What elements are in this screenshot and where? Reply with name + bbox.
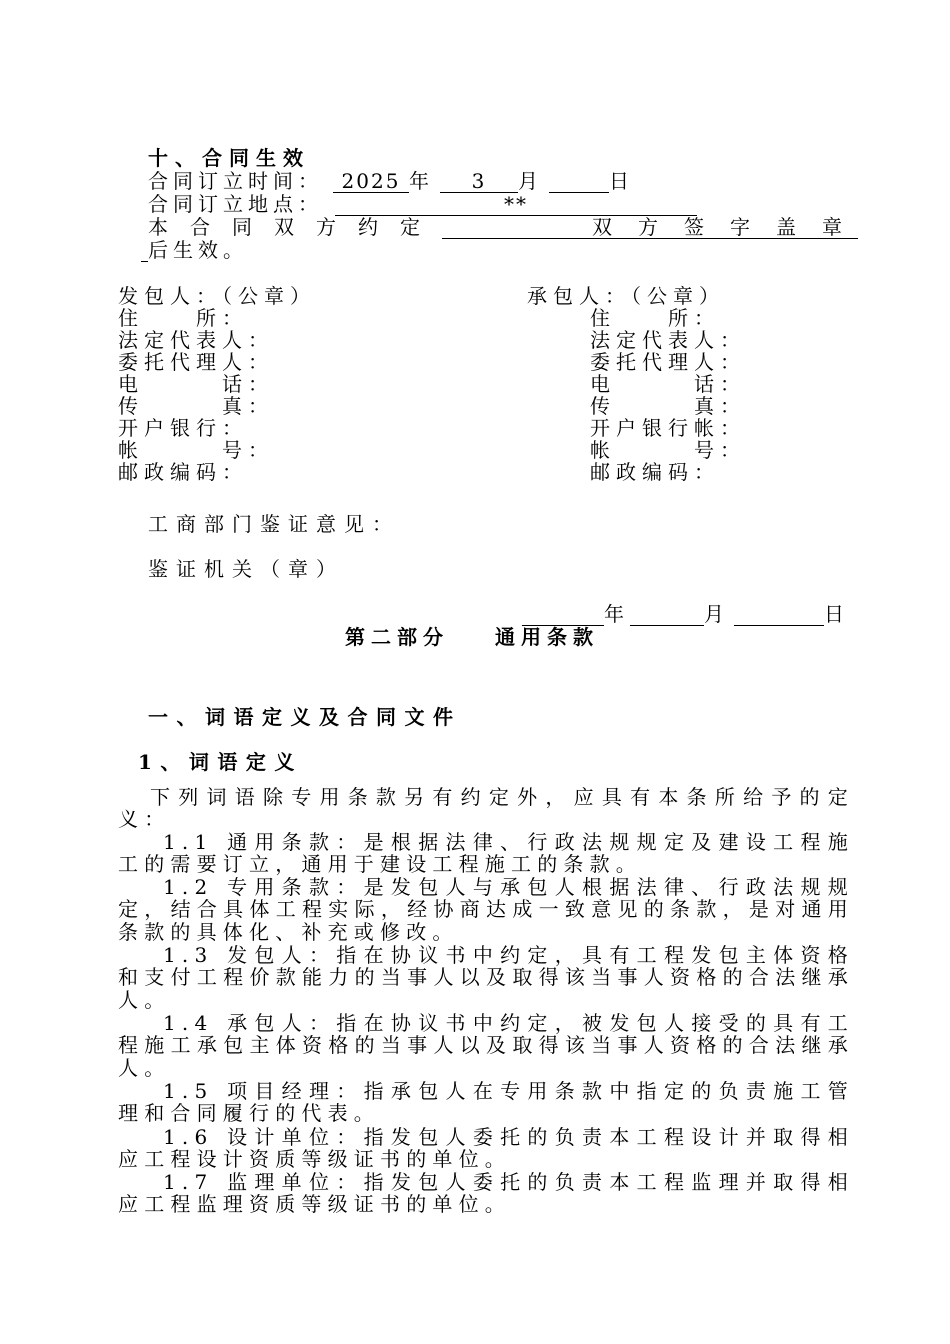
part2-title-a: 第二部分 <box>345 625 449 649</box>
definition-item: 1.7 监理单位：指发包人委托的负责本工程监理并取得相应工程监理资质等级证书的单位。 <box>118 1170 854 1217</box>
contractor-legal-rep: 法定代表人： <box>590 328 746 352</box>
employer-fax: 传 真： <box>118 394 274 418</box>
definition-item: 1.3 发包人：指在协议书中约定，具有工程发包主体资格和支付工程价款能力的当事人以及取得该当事人资格的合法继承人。 <box>118 943 854 1012</box>
verification-opinion: 工商部门鉴证意见： <box>148 512 400 536</box>
verification-day-field <box>734 603 824 626</box>
employer-phone: 电 话： <box>118 372 274 396</box>
contractor-address: 住 所： <box>590 306 720 330</box>
employer-column <box>118 285 316 483</box>
verification-date-line <box>522 603 844 626</box>
employer-account: 帐 号： <box>118 438 274 462</box>
effect-prefix: 本合同双方约定 <box>148 215 442 239</box>
contractor-account: 帐 号： <box>590 438 746 462</box>
employer-postcode: 邮政编码： <box>118 460 248 484</box>
employer-address: 住 所： <box>118 306 248 330</box>
employer-agent: 委托代理人： <box>118 350 274 374</box>
effect-tail: 后生效。 <box>141 239 248 262</box>
definition-item: 1.6 设计单位：指发包人委托的负责本工程设计并取得相应工程设计资质等级证书的单位。 <box>118 1125 854 1172</box>
year-unit: 年 <box>409 169 434 193</box>
contractor-bank: 开户银行帐： <box>590 416 746 440</box>
contractor-postcode: 邮政编码： <box>590 460 720 484</box>
month-field: 3 <box>440 170 518 193</box>
part2-title <box>345 626 599 648</box>
verification-day-unit: 日 <box>824 602 844 626</box>
contractor-phone: 电 话： <box>590 372 746 396</box>
verification-year-unit: 年 <box>604 602 624 626</box>
effect-clause-line <box>148 216 874 239</box>
day-field <box>549 170 609 193</box>
effect-blank <box>442 216 592 239</box>
year-field: 2025 <box>333 170 409 193</box>
verification-authority: 鉴证机关（章） <box>148 557 344 581</box>
contract-place-label: 合同订立地点： <box>148 192 323 216</box>
part2-title-b: 通用条款 <box>495 625 599 649</box>
day-unit: 日 <box>609 169 634 193</box>
verification-year-field <box>522 603 604 626</box>
month-unit: 月 <box>518 169 543 193</box>
definition-item: 1.1 通用条款：是根据法律、行政法规规定及建设工程施工的需要订立，通用于建设工程施工的条款。 <box>118 830 854 877</box>
contractor-column <box>590 307 746 483</box>
contractor-fax: 传 真： <box>590 394 746 418</box>
employer-legal-rep: 法定代表人： <box>118 328 274 352</box>
definitions-intro: 下列词语除专用条款另有约定外，应具有本条所给予的定义： <box>118 785 854 832</box>
section-heading: 十、合同生效 <box>148 146 310 170</box>
verification-month-field <box>630 603 704 626</box>
chapter-heading: 一、词语定义及合同文件 <box>148 705 462 729</box>
verification-month-unit: 月 <box>704 602 724 626</box>
subsection-heading: 1、词语定义 <box>138 750 303 774</box>
employer-bank: 开户银行： <box>118 416 248 440</box>
contract-date-line <box>148 170 634 193</box>
contract-date-label: 合同订立时间： <box>148 169 323 193</box>
place-field: ** <box>335 193 697 216</box>
contractor-agent: 委托代理人： <box>590 350 746 374</box>
effect-suffix: 双方签字盖章 <box>592 215 868 239</box>
contract-place-line <box>148 193 697 216</box>
employer-title: 发包人：（公章） <box>118 284 316 308</box>
definition-item: 1.5 项目经理：指承包人在专用条款中指定的负责施工管理和合同履行的代表。 <box>118 1079 854 1126</box>
definition-item: 1.4 承包人：指在协议书中约定，被发包人接受的具有工程施工承包主体资格的当事人以及取得该当事人资格的合法继承人。 <box>118 1011 854 1080</box>
definition-item: 1.2 专用条款：是发包人与承包人根据法律、行政法规规定，结合具体工程实际，经协商达成一致意见的条款，是对通用条款的具体化、补充或修改。 <box>118 875 854 944</box>
contractor-title: 承包人：（公章） <box>527 284 725 308</box>
